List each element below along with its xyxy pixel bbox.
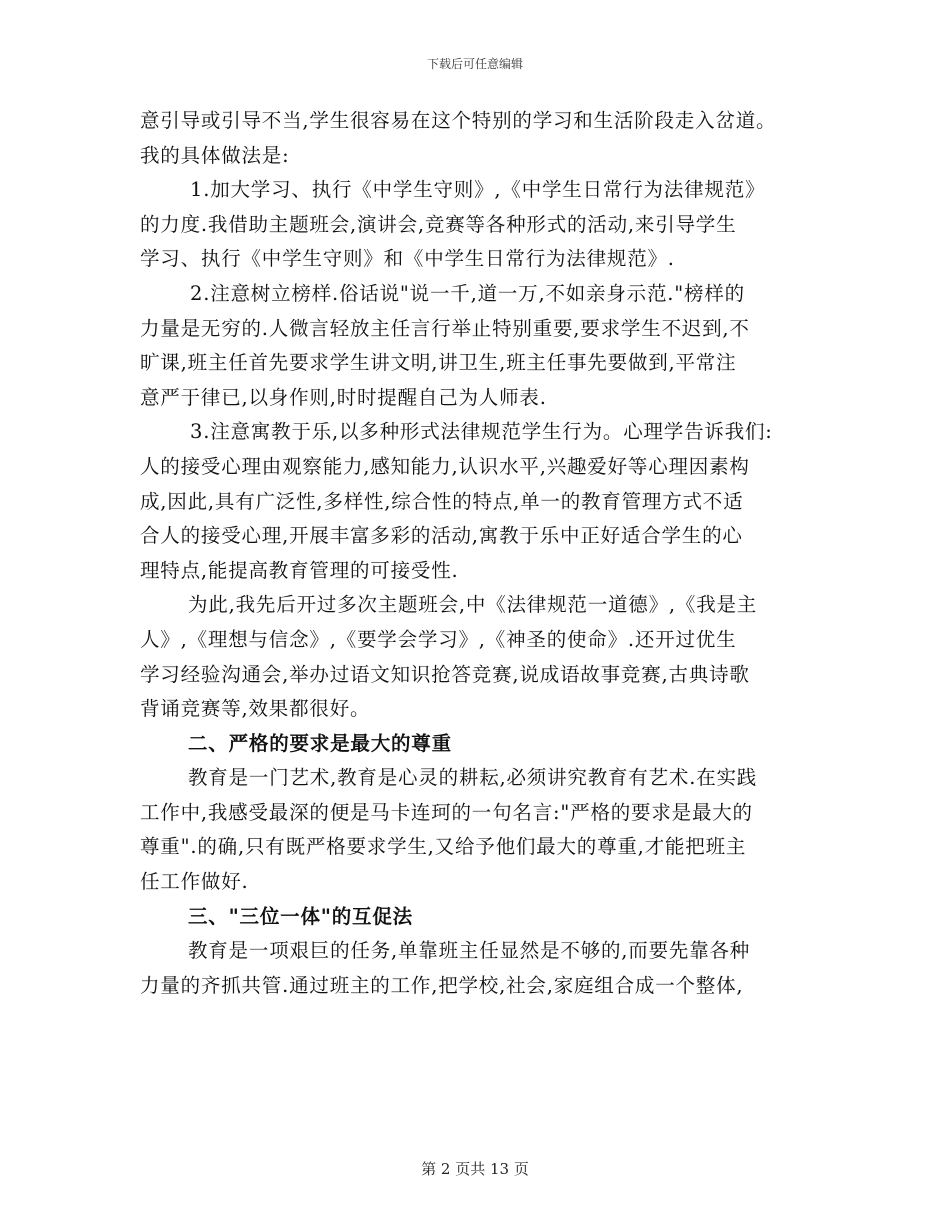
text-line: 人》,《理想与信念》,《要学会学习》,《神圣的使命》.还开过优生 (140, 627, 737, 651)
page-header: 下载后可任意编辑 (426, 57, 523, 71)
section-heading-3: 三、"三位一体"的互促法 (188, 904, 413, 928)
document-body (140, 104, 815, 1003)
text-line: 人的接受心理由观察能力,感知能力,认识水平,兴趣爱好等心理因素构 (140, 454, 750, 478)
text-line: 我的具体做法是: (140, 143, 290, 167)
paragraph-start: 教育是一项艰巨的任务,单靠班主任显然是不够的,而要先靠各种 (188, 939, 751, 963)
text-line: 背诵竞赛等,效果都很好。 (140, 697, 371, 721)
text-line: 力量是无穷的.人微言轻放主任言行举止特别重要,要求学生不迟到,不 (140, 316, 750, 340)
text-line: 学习、执行《中学生守则》和《中学生日常行为法律规范》. (140, 247, 675, 271)
text-line: 力量的齐抓共管.通过班主的工作,把学校,社会,家庭组合成一个整体, (140, 973, 744, 997)
text-line: 工作中,我感受最深的便是马卡连珂的一句名言:"严格的要求是最大的 (140, 800, 753, 824)
paragraph-start: 为此,我先后开过多次主题班会,中《法律规范一道德》,《我是主 (188, 593, 758, 617)
list-item-3: 3.注意寓教于乐,以多种形式法律规范学生行为。心理学告诉我们: (190, 420, 773, 444)
text-line: 旷课,班主任首先要求学生讲文明,讲卫生,班主任事先要做到,平常注 (140, 351, 737, 375)
text-line: 尊重".的确,只有既严格要求学生,又给予他们最大的尊重,才能把班主 (140, 835, 747, 859)
text-line: 意引导或引导不当,学生很容易在这个特别的学习和生活阶段走入岔道。 (140, 109, 777, 132)
list-item-2: 2.注意树立榜样.俗话说"说一千,道一万,不如亲身示范."榜样的 (190, 281, 745, 305)
section-heading-2: 二、严格的要求是最大的尊重 (188, 731, 452, 755)
text-line: 学习经验沟通会,举办过语文知识抢答竞赛,说成语故事竞赛,古典诗歌 (140, 662, 750, 686)
text-line: 意严于律已,以身作则,时时提醒自己为人师表. (140, 385, 547, 409)
text-line: 成,因此,具有广泛性,多样性,综合性的特点,单一的教育管理方式不适 (140, 489, 744, 513)
text-line: 任工作做好. (140, 870, 249, 894)
page-footer: 第 2 页共 13 页 (421, 1160, 529, 1178)
paragraph-start: 教育是一门艺术,教育是心灵的耕耘,必须讲究教育有艺术.在实践 (188, 766, 758, 790)
text-line: 理特点,能提高教育管理的可接受性. (140, 558, 459, 582)
text-line: 的力度.我借助主题班会,演讲会,竞赛等各种形式的活动,来引导学生 (140, 212, 737, 236)
list-item-1: 1.加大学习、执行《中学生守则》,《中学生日常行为法律规范》 (190, 178, 766, 202)
text-line: 合人的接受心理,开展丰富多彩的活动,寓教于乐中正好适合学生的心 (140, 524, 743, 548)
